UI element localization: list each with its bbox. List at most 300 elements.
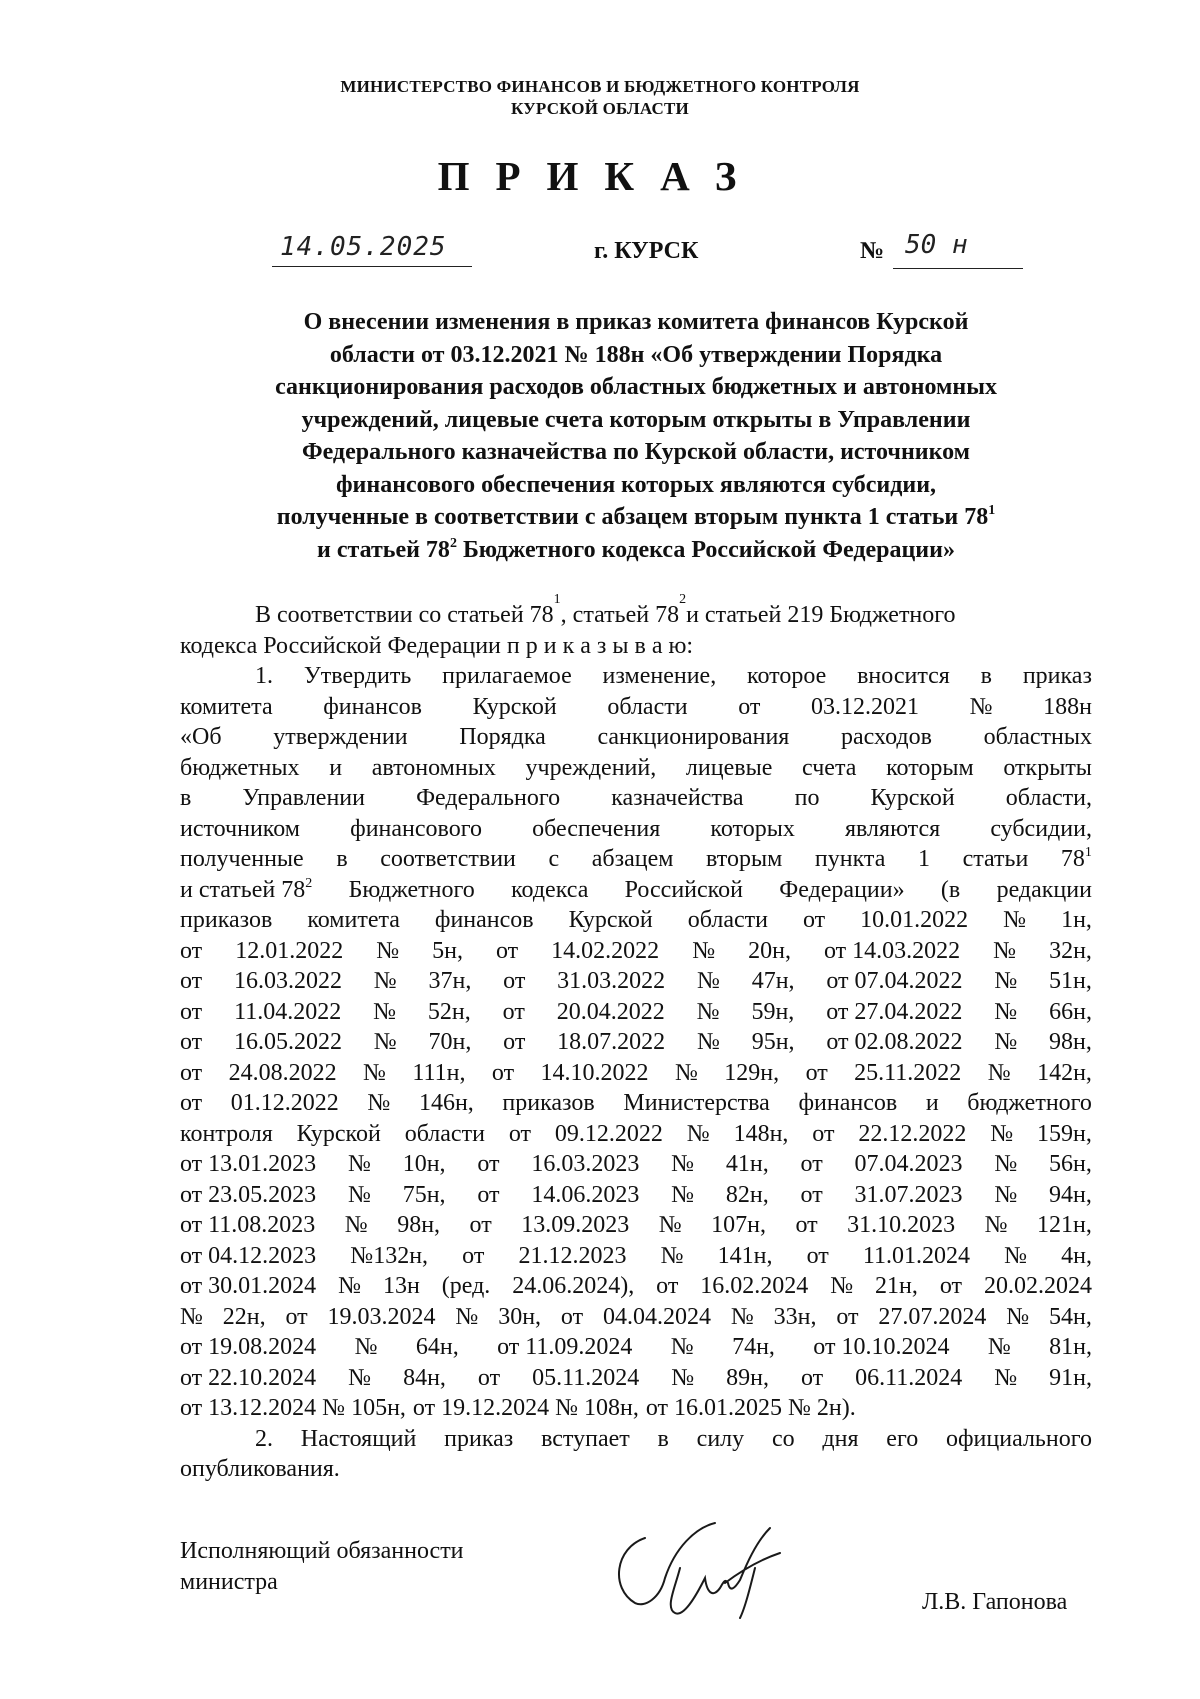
body-word: от 23.05.2023 <box>180 1181 317 1208</box>
body-word: области <box>404 1120 485 1147</box>
body-word: от <box>805 1059 828 1086</box>
body-word: приказов <box>180 907 273 933</box>
body-word: от 07.04.2022 <box>826 968 963 994</box>
body-word: 31.07.2023 <box>854 1181 963 1208</box>
body-line <box>180 1088 1092 1119</box>
body-word: 121н, <box>1037 1212 1092 1238</box>
body-word: № <box>338 1273 362 1299</box>
body-word: 70н, <box>428 1029 472 1055</box>
body-word: вносится <box>857 663 950 689</box>
body-word: абзацем <box>591 846 674 872</box>
body-word: 51н, <box>1049 968 1092 994</box>
body-word: 91н, <box>1049 1364 1092 1391</box>
body-word: комитета <box>307 907 400 933</box>
body-word: от <box>508 1120 531 1147</box>
body-word: № <box>987 1334 1011 1360</box>
title-line <box>180 501 1092 534</box>
body-word: № <box>348 1364 372 1391</box>
body-word: автономных <box>371 754 496 781</box>
superscript: 2 <box>305 875 313 891</box>
body-word: № <box>674 1059 698 1086</box>
body-word: от <box>836 1303 859 1330</box>
body-word: дня <box>822 1425 859 1452</box>
body-word: Курской <box>296 1120 381 1147</box>
body-word: № <box>373 998 396 1025</box>
body-word: счета <box>802 754 857 781</box>
body-line <box>180 592 1092 631</box>
body-word: области <box>687 907 768 933</box>
body-word: от <box>800 1151 823 1177</box>
handwritten-signature <box>605 1508 805 1628</box>
body-word: от <box>180 968 203 994</box>
body-line <box>180 1393 1092 1424</box>
body-word: 25.11.2022 <box>854 1059 962 1086</box>
body-word: 27.07.2024 <box>878 1303 987 1330</box>
body-word: 12.01.2022 <box>235 937 344 964</box>
body-word: от 13.12.2024 № 105н, <box>180 1395 406 1421</box>
body-word: 14.06.2023 <box>531 1181 640 1208</box>
body-word: 16.03.2022 <box>233 968 342 994</box>
body-word: 20.02.2024 <box>983 1273 1092 1299</box>
body-word: приказ <box>1022 663 1092 689</box>
body-word: в <box>657 1425 669 1452</box>
body-word: 30н, <box>498 1303 542 1330</box>
ministry-name-line2: КУРСКОЙ ОБЛАСТИ <box>511 99 689 118</box>
body-word: 32н, <box>1049 937 1092 964</box>
body-word: Курской <box>472 693 557 720</box>
body-word: по <box>794 785 820 811</box>
title-line <box>180 534 1092 567</box>
body-word: 74н, <box>732 1334 775 1360</box>
body-word: финансов <box>434 907 534 933</box>
body-word: № <box>984 1212 1008 1238</box>
signatory-name: Л.В. Гапонова <box>922 1589 1068 1615</box>
body-word: от <box>806 1242 829 1269</box>
body-word: № <box>1006 1303 1030 1330</box>
body-word: вступает <box>541 1425 630 1452</box>
body-word: Бюджетного <box>348 876 475 903</box>
body-word: № <box>670 1334 694 1360</box>
body-word: № <box>373 968 397 994</box>
body-word: 24.06.2024), <box>512 1273 635 1299</box>
body-word: утверждении <box>273 724 408 750</box>
body-word: от 16.01.2025 № 2н). <box>645 1395 856 1421</box>
body-word: от <box>462 1242 485 1269</box>
body-word: 142н, <box>1037 1059 1092 1086</box>
body-word: Федерального <box>416 785 561 811</box>
body-word: контроля <box>180 1120 273 1147</box>
body-word: 41н, <box>725 1151 769 1177</box>
body-line <box>180 1302 1092 1333</box>
body-word: от <box>800 1181 823 1208</box>
body-word: силу <box>696 1425 745 1452</box>
body-word: соответствии <box>380 846 516 872</box>
handwritten-number: 50 н <box>905 230 968 260</box>
body-line <box>180 1210 1092 1241</box>
body-line <box>180 1424 1092 1455</box>
body-line <box>180 1363 1092 1394</box>
body-line <box>180 722 1092 753</box>
body-word: от 04.12.2023 <box>180 1242 317 1269</box>
body-word: 148н, <box>733 1120 789 1147</box>
body-word: которых <box>710 815 795 842</box>
body-word: № <box>692 937 716 964</box>
body-word: от <box>180 937 203 964</box>
body-word: 75н, <box>402 1181 446 1208</box>
body-word: 84н, <box>403 1364 446 1391</box>
body-word: № <box>671 1151 695 1177</box>
body-word: 21н, <box>875 1273 918 1299</box>
body-word: от <box>495 937 519 964</box>
body-word: финансового <box>350 815 482 842</box>
body-word: бюджетного <box>967 1090 1092 1116</box>
body-word: № <box>367 1090 391 1116</box>
superscript: 1 <box>553 592 561 607</box>
body-word: 31.03.2022 <box>557 968 666 994</box>
body-word: № <box>994 998 1018 1025</box>
body-word: 52н, <box>427 998 471 1025</box>
body-word: (ред. <box>441 1273 491 1299</box>
body-word: от <box>477 1151 500 1177</box>
body-word: (в <box>940 876 961 903</box>
body-word: № <box>994 1364 1018 1391</box>
body-line <box>180 966 1092 997</box>
body-word: 159н, <box>1037 1120 1092 1147</box>
body-word: санкционирования <box>597 724 790 750</box>
body-line <box>180 936 1092 967</box>
body-word: 141н, <box>717 1242 773 1269</box>
body-word: 66н, <box>1049 998 1092 1025</box>
signatory-position-line1: Исполняющий обязанности <box>180 1538 464 1564</box>
document-body <box>180 592 1092 1485</box>
body-text: В соответствии со статьей 78 <box>255 602 554 628</box>
body-word: № <box>994 1181 1018 1208</box>
body-word: № <box>1004 1242 1028 1269</box>
body-word: полученные <box>180 846 304 872</box>
body-word: со <box>771 1425 795 1452</box>
body-word: обеспечения <box>532 815 661 842</box>
body-word: 18.07.2022 <box>557 1029 666 1055</box>
body-word: 13.09.2023 <box>521 1212 630 1238</box>
number-label: № <box>860 238 885 264</box>
city: г. КУРСК <box>594 238 699 264</box>
body-word: 56н, <box>1049 1151 1092 1177</box>
body-text: 78 <box>1060 846 1085 872</box>
body-line <box>180 1332 1092 1363</box>
title-text: полученные в соответствии с абзацем вторым пункта 1 статьи 78 <box>276 504 989 530</box>
body-word: приказов <box>502 1090 595 1116</box>
body-word: 37н, <box>428 968 472 994</box>
body-word: от <box>795 1212 818 1238</box>
title-line: учреждений, лицевые счета которым открыты в Управлении <box>301 406 971 433</box>
body-word: 82н, <box>725 1181 769 1208</box>
body-word: в <box>336 846 348 872</box>
body-word: 20.04.2022 <box>556 998 665 1025</box>
body-word: Порядка <box>459 724 546 750</box>
signatory-position-line2: министра <box>180 1569 278 1595</box>
title-text: и статьей 78 <box>317 536 450 563</box>
body-word: 14.10.2022 <box>540 1059 649 1086</box>
body-line <box>180 661 1092 692</box>
body-word: № <box>696 998 720 1025</box>
body-word: 13н <box>382 1273 420 1299</box>
superscript: 2 <box>679 592 687 607</box>
body-word: изменение, <box>602 663 717 689</box>
body-word: от <box>502 998 525 1025</box>
body-word: 07.04.2023 <box>854 1151 963 1177</box>
superscript: 1 <box>1084 845 1092 860</box>
body-word: № <box>969 693 993 720</box>
body-text: и статьей 78 <box>180 876 306 903</box>
body-word: от <box>738 693 761 720</box>
body-word <box>180 875 312 906</box>
body-word: Утвердить <box>303 663 412 689</box>
body-word: 14.02.2022 <box>551 937 660 964</box>
title-line: финансового обеспечения которых являются субсидии, <box>335 471 937 498</box>
body-word: 5н, <box>432 937 463 964</box>
body-word: от 02.08.2022 <box>826 1029 963 1055</box>
body-word: от <box>180 1059 203 1086</box>
document-title <box>180 306 1092 566</box>
body-line <box>180 814 1092 845</box>
body-word: 64н, <box>415 1334 459 1360</box>
body-line <box>180 1271 1092 1302</box>
body-word: Федерации» <box>779 876 905 903</box>
ministry-name-line1: МИНИСТЕРСТВО ФИНАНСОВ И БЮДЖЕТНОГО КОНТРОЛЯ <box>340 77 860 96</box>
body-line <box>180 692 1092 723</box>
body-word: области, <box>1005 785 1092 811</box>
document-details-row <box>0 230 1200 278</box>
body-word: Министерства <box>623 1090 770 1116</box>
body-word: 129н, <box>724 1059 780 1086</box>
document-type: ПРИКАЗ <box>437 153 763 199</box>
body-word: 20н, <box>748 937 791 964</box>
body-word: 54н, <box>1049 1303 1092 1330</box>
body-word: 10.01.2022 <box>860 907 969 933</box>
body-word: которое <box>747 663 827 689</box>
body-word <box>1061 844 1092 875</box>
body-word: финансов <box>323 693 422 720</box>
body-line <box>180 753 1092 784</box>
body-word: финансов <box>798 1090 898 1116</box>
body-word: кодекса <box>511 876 589 903</box>
body-word: Курской <box>870 785 955 811</box>
body-line <box>180 783 1092 814</box>
body-word: 22н, <box>222 1303 266 1330</box>
body-line <box>180 1180 1092 1211</box>
body-word: редакции <box>996 876 1092 903</box>
body-word: № <box>344 1212 368 1238</box>
body-word: от 19.12.2024 № 108н, <box>412 1395 639 1421</box>
body-word: 05.11.2024 <box>532 1364 640 1391</box>
body-line <box>180 844 1092 875</box>
body-word: «Об <box>180 724 222 750</box>
body-word: 16.03.2023 <box>531 1151 640 1177</box>
body-word: 94н, <box>1049 1181 1092 1208</box>
body-word: в <box>180 785 192 811</box>
body-word: № <box>658 1212 682 1238</box>
body-word: № <box>1003 907 1027 933</box>
body-line <box>180 1058 1092 1089</box>
body-word: от 27.04.2022 <box>826 998 963 1025</box>
body-word: № <box>993 937 1017 964</box>
body-word: 09.12.2022 <box>554 1120 663 1147</box>
body-line: кодекса Российской Федерации п р и к а з ы в а ю: <box>180 632 694 659</box>
body-word: № <box>347 1151 371 1177</box>
title-line: области от 03.12.2021 № 188н «Об утверждении Порядка <box>329 341 943 368</box>
body-word: прилагаемое <box>442 663 572 689</box>
body-word: Настоящий <box>300 1425 417 1452</box>
body-word: № <box>830 1273 854 1299</box>
body-word: от 22.10.2024 <box>180 1364 317 1391</box>
body-word: от <box>560 1303 584 1330</box>
body-text: , статьей 78 <box>560 602 680 628</box>
body-word: от <box>477 1181 500 1208</box>
body-word: 59н, <box>751 998 795 1025</box>
body-word: от <box>503 1029 526 1055</box>
body-word: статьи <box>962 846 1029 872</box>
body-line <box>180 1027 1092 1058</box>
body-word: открыты <box>1003 754 1092 781</box>
body-word: № <box>696 1029 720 1055</box>
body-word: 4н, <box>1061 1242 1092 1269</box>
date-underline <box>272 266 472 267</box>
body-word: № <box>354 1334 378 1360</box>
body-line <box>180 1149 1092 1180</box>
body-word: 2. <box>255 1425 273 1452</box>
body-word: № <box>994 968 1018 994</box>
body-word: от <box>939 1273 962 1299</box>
body-word: учреждений, <box>525 754 657 781</box>
body-word: № <box>994 1029 1018 1055</box>
body-word: приказ <box>444 1425 514 1452</box>
body-word: от <box>469 1212 492 1238</box>
body-word: № <box>730 1303 754 1330</box>
body-word: области <box>607 693 688 720</box>
body-word: от 10.10.2024 <box>813 1334 950 1360</box>
body-word: 89н, <box>726 1364 769 1391</box>
body-word: 98н, <box>397 1212 441 1238</box>
body-word: № <box>987 1059 1011 1086</box>
body-word: 33н, <box>773 1303 817 1330</box>
body-word: 04.04.2024 <box>602 1303 711 1330</box>
body-word: № <box>671 1181 695 1208</box>
body-word: № <box>994 1151 1018 1177</box>
body-word: от <box>491 1059 515 1086</box>
body-word: № <box>660 1242 684 1269</box>
body-word: № <box>671 1364 695 1391</box>
body-line <box>180 1241 1092 1272</box>
body-word: комитета <box>180 693 273 720</box>
title-line: О внесении изменения в приказ комитета финансов Курской <box>303 309 969 335</box>
body-word: 95н, <box>751 1029 795 1055</box>
body-word: № <box>686 1120 710 1147</box>
body-word: от <box>656 1273 679 1299</box>
body-word: 1 <box>917 846 930 872</box>
body-word: № <box>696 968 720 994</box>
superscript: 2 <box>449 535 457 551</box>
body-word: 10н, <box>402 1151 446 1177</box>
body-word: 11.01.2024 <box>862 1242 970 1269</box>
body-word: 188н <box>1043 693 1092 720</box>
body-word: от <box>503 968 526 994</box>
body-word: которым <box>886 754 974 781</box>
body-word: 19.03.2024 <box>327 1303 436 1330</box>
body-line <box>180 997 1092 1028</box>
body-word: от 11.08.2023 <box>180 1212 316 1238</box>
body-word: от 13.01.2023 <box>180 1151 317 1177</box>
handwritten-date: 14.05.2025 <box>280 232 447 262</box>
body-word: 107н, <box>711 1212 766 1238</box>
body-word: от 30.01.2024 <box>180 1273 317 1299</box>
body-word: бюджетных <box>180 754 300 781</box>
body-word: 31.10.2023 <box>847 1212 956 1238</box>
body-word: 16.05.2022 <box>233 1029 342 1055</box>
title-line: санкционирования расходов областных бюджетных и автономных <box>275 374 997 400</box>
body-word: 11.04.2022 <box>234 998 342 1025</box>
body-word: № <box>373 1029 397 1055</box>
body-word: расходов <box>841 724 932 750</box>
body-word: 146н, <box>418 1090 474 1116</box>
body-word: № <box>363 1059 386 1086</box>
body-word: 22.12.2022 <box>858 1120 967 1147</box>
body-word: официального <box>946 1425 1092 1452</box>
body-word: от <box>812 1120 835 1147</box>
body-word: 24.08.2022 <box>228 1059 337 1086</box>
body-word: 06.11.2024 <box>855 1364 963 1391</box>
body-line: опубликования. <box>180 1456 340 1482</box>
body-word: областных <box>983 724 1092 750</box>
body-word: 47н, <box>751 968 795 994</box>
body-word: субсидии, <box>990 815 1092 842</box>
body-word: 98н, <box>1049 1029 1092 1055</box>
body-word: с <box>548 846 560 872</box>
body-word: 1н, <box>1061 907 1092 933</box>
body-word: и <box>925 1090 939 1116</box>
body-word: № <box>455 1303 479 1330</box>
body-word: № <box>180 1303 203 1330</box>
body-word: источником <box>180 815 300 842</box>
number-underline <box>893 268 1023 269</box>
body-word: Курской <box>568 907 653 933</box>
body-word: Российской <box>624 876 743 903</box>
body-word: от 14.03.2022 <box>823 937 961 964</box>
body-word: его <box>886 1425 919 1452</box>
body-word: являются <box>845 815 941 842</box>
body-text: и статьей 219 Бюджетного <box>686 602 956 628</box>
body-word: от 19.08.2024 <box>180 1334 317 1360</box>
title-line: Федерального казначейства по Курской области, источником <box>301 439 970 465</box>
body-word: № <box>376 937 400 964</box>
body-word: №132н, <box>350 1242 429 1269</box>
body-word: и <box>329 754 343 781</box>
body-line <box>180 905 1092 936</box>
body-word: от <box>803 907 826 933</box>
body-word: лицевые <box>685 754 773 781</box>
body-line <box>180 875 1092 906</box>
body-word: от 11.09.2024 <box>497 1334 633 1360</box>
body-word: № <box>990 1120 1014 1147</box>
body-word: казначейства <box>611 785 744 811</box>
body-word: 03.12.2021 <box>810 693 919 720</box>
body-word: 16.02.2024 <box>700 1273 809 1299</box>
body-word: 111н, <box>412 1059 466 1086</box>
body-word: пункта <box>814 846 886 872</box>
body-word: от <box>180 998 203 1025</box>
body-word: 21.12.2023 <box>518 1242 627 1269</box>
body-word: 81н, <box>1049 1334 1092 1360</box>
body-word: от <box>800 1364 824 1391</box>
